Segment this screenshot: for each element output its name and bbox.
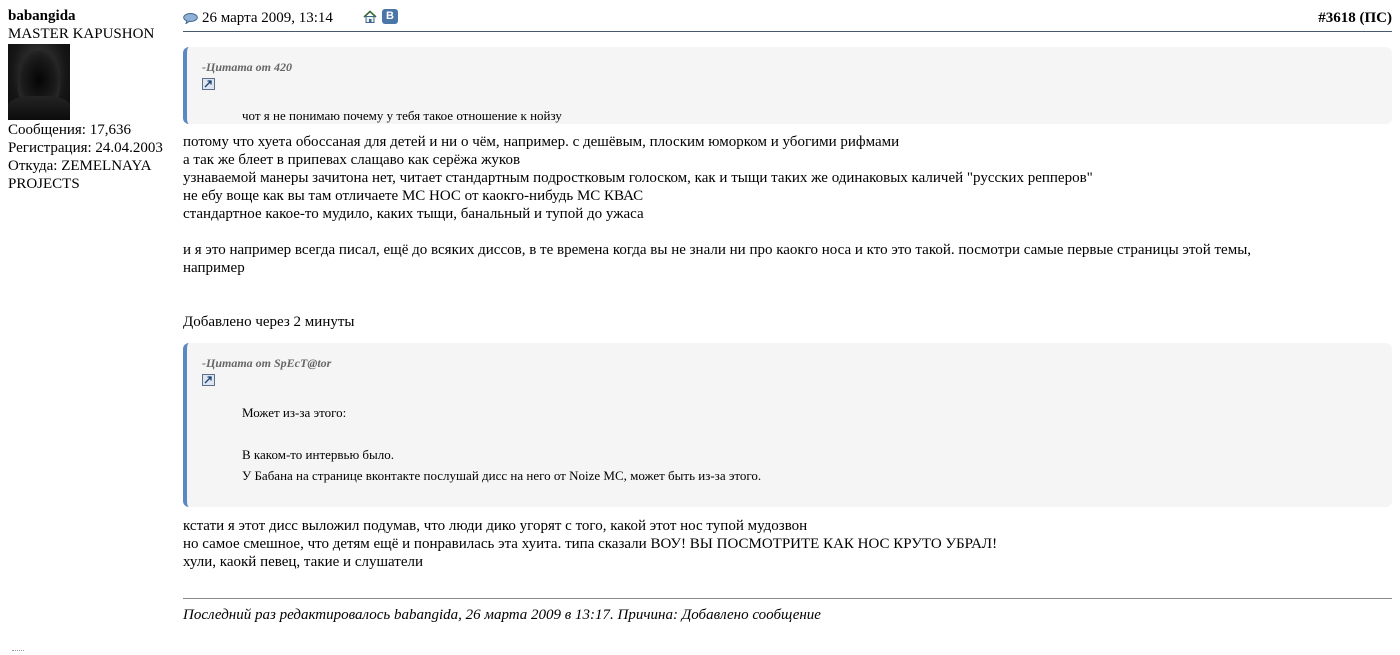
user-registered: Регистрация: 24.04.2003 — [8, 140, 163, 156]
user-messages: Сообщения: 17,636 — [8, 122, 131, 138]
quote-text: чот я не понимаю почему у тебя такое отношение к нойзу — [242, 108, 562, 123]
quote-text — [242, 402, 1378, 486]
post — [183, 7, 1392, 624]
post-number-link[interactable]: #3618 — [1318, 10, 1356, 26]
quote-block — [183, 47, 1392, 124]
post-header — [183, 7, 1392, 32]
user-info — [8, 7, 180, 193]
user-title: MASTER KAPUSHON — [8, 26, 155, 42]
user-location: Откуда: ZEMELNAYA — [8, 158, 152, 174]
quote-author: -Цитата от 420 — [202, 60, 293, 74]
post-line: узнаваемой манеры зачитона нет, читает стандартным подростковым голоском, как и тыщи таких же одинаковых каличей "русских репперов" — [183, 170, 1093, 186]
post-line: например — [183, 260, 245, 276]
user-location-cont: PROJECTS — [8, 176, 80, 192]
post-line: хули, каокй певец, такие и слушатели — [183, 554, 424, 570]
quote-line: У Бабана на странице вконтакте послушай дисс на него от Noize MC, может быть из-за этого. — [242, 468, 762, 483]
quote-author: -Цитата от SpEcT@tor — [202, 356, 332, 370]
post-line: но самое смешное, что детям ещё и понравилась эта хуита. типа сказали ВОУ! ВЫ ПОСМОТРИТЕ КАК НОС КРУТО УБРАЛ! — [183, 536, 998, 552]
home-icon[interactable] — [363, 10, 377, 24]
post-line: а так же блеет в припевах слащаво как серёжа жуков — [183, 152, 521, 168]
quote-jump-icon[interactable] — [202, 374, 215, 386]
post-line — [183, 223, 1392, 241]
avatar-body-shape — [8, 96, 70, 120]
quote-block — [183, 343, 1392, 507]
post-line: стандартное какое-то мудило, каких тыщи, банальный и тупой до ужаса — [183, 206, 644, 222]
username-link[interactable]: babangida — [8, 8, 76, 24]
post-date-text: 26 марта 2009, 13:14 — [202, 10, 333, 26]
edit-note: Последний раз редактировалось babangida, 26 марта 2009 в 13:17. Причина: Добавлено сообщение — [183, 598, 1392, 624]
quote-line: Может из-за этого: — [242, 405, 347, 420]
post-line: и я это например всегда писал, ещё до всяких диссов, в те времена когда вы не знали ни про каокго носа и кто это такой. посмотри самые первые страницы этой темы, — [183, 242, 1252, 258]
header-icons — [363, 9, 398, 24]
post-number — [1318, 10, 1392, 27]
post-number-suffix: (ПС) — [1355, 10, 1392, 26]
speech-bubble-icon — [183, 13, 198, 24]
post-body-2 — [183, 517, 1392, 571]
post-line: кстати я этот дисс выложил подумав, что люди дико угорят с того, какой этот нос тупой мудозвон — [183, 518, 808, 534]
divider — [12, 650, 24, 653]
post-body-1 — [183, 133, 1392, 277]
vk-icon[interactable]: В — [382, 9, 398, 24]
quote-line: В каком-то интервью было. — [242, 447, 395, 462]
avatar[interactable] — [8, 44, 70, 120]
post-line: не ебу воще как вы там отличаете МС НОС от каокго-нибудь МС КВАС — [183, 188, 644, 204]
post-date — [183, 10, 333, 27]
quote-jump-icon[interactable] — [202, 78, 215, 90]
added-later-note: Добавлено через 2 минуты — [183, 314, 355, 330]
post-line: потому что хуета обоссаная для детей и ни о чём, например. с дешёвым, плоским юморком и убогими рифмами — [183, 134, 900, 150]
